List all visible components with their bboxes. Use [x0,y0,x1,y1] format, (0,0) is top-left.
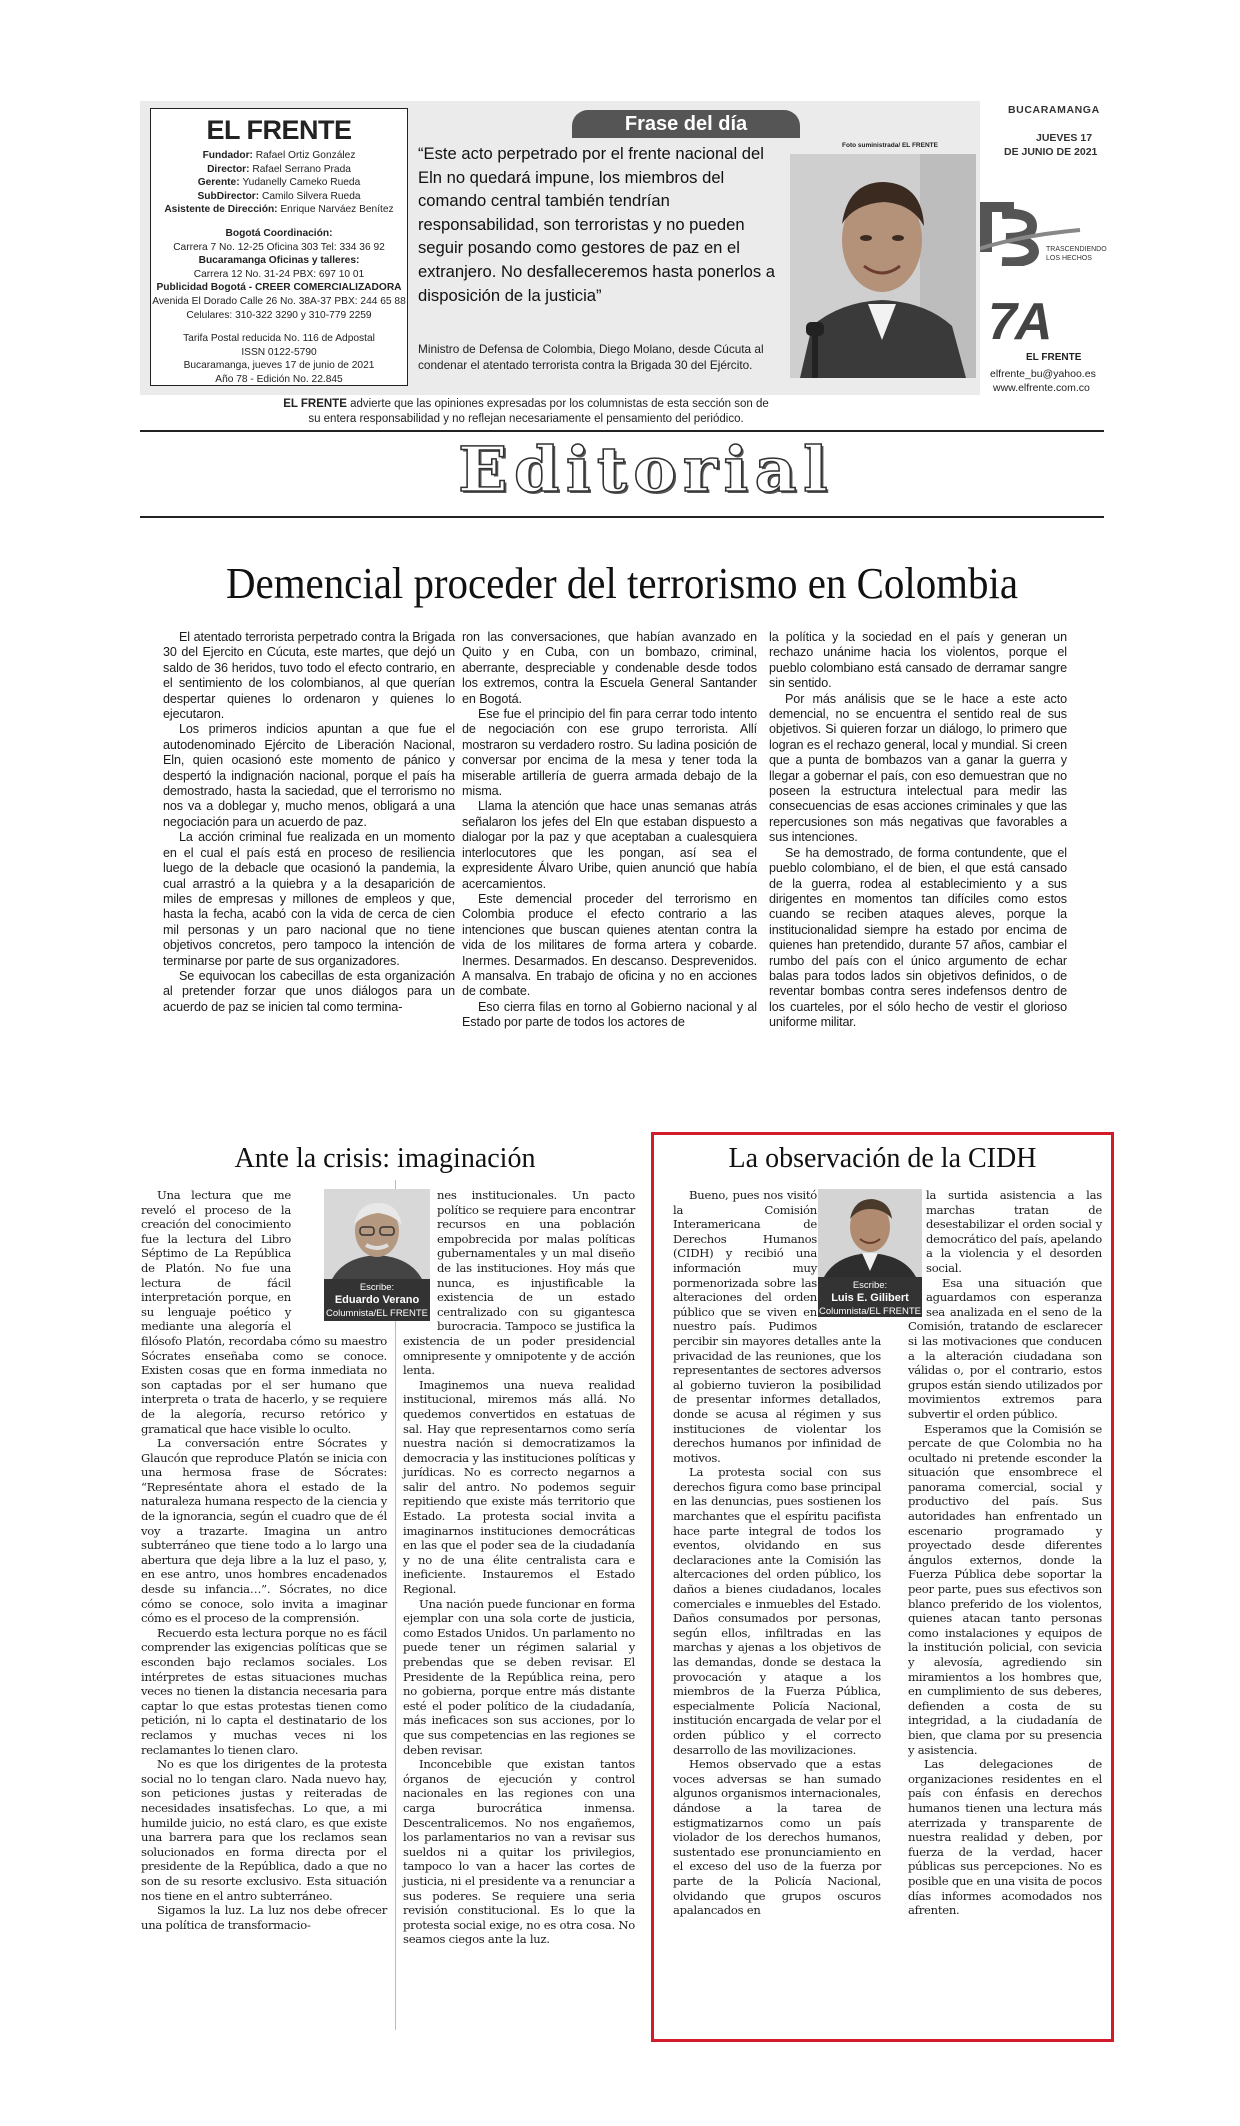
column-right-col2-paragraph: Las delegaciones de organizaciones residentes en el país con énfasis en derechos humanos tienen una lectura más aterrizada y transparente de nuestra realidad y deben, por fuerza de la verdad, hacer públicas sus percepciones. No es posible que en una visita de pocos días informes acomodados nos afrenten. [908,1757,1102,1918]
postal-line: ISSN 0122-5790 [241,346,317,358]
office-line: Bucaramanga Oficinas y talleres: [198,255,360,267]
editorial-column-1 [163,630,455,1015]
photo-wrap-spacer [908,1188,926,1318]
byline-verano-label: Escribe: [359,1282,395,1293]
staff-name: Rafael Serrano Prada [252,163,351,175]
column-left-col2-paragraph: Inconcebible que existan tantos órganos de ejecución y control nacionales en las regiones con una carga burocrática inmensa. Descentralicemos. No nos engañemos, los parlamentarios no van a revisar sus sueldos ni a quitar los privilegios, tampoco lo van a hacer las cortes de justicia, ni el presidente va a renunciar a sus poderes. Se requiere una seria revisión constitucional. Es lo que la protesta social exige, no es otra cosa. No seamos ciegos ante la luz. [403,1757,635,1947]
anniversary-text-1: TRASCENDIENDO [1046,246,1107,253]
editorial-col1-paragraph: Se equivocan los cabecillas de esta organización al pretender forzar que unos diálogos para un acuerdo de paz se inicien tal como termina- [163,968,455,1014]
staff-role: Gerente: [197,177,243,189]
byline-verano-name: Eduardo Verano [334,1294,420,1306]
byline-verano-role: Columnista/EL FRENTE [325,1308,429,1319]
editorial-col1-paragraph: El atentado terrorista perpetrado contra la Brigada 30 del Ejercito en Cúcuta, este martes, que dejó un saldo de 36 heridos, tuvo todo el efecto contrario, en el sentimiento de los colombianos, al que querían despertar quienes lo ordenaron y quienes lo ejecutaron. [163,630,455,722]
anniversary-text-2: LOS HECHOS [1046,255,1092,262]
disclaimer-text: advierte que las opiniones expresadas por los columnistas de esta sección son de su entera responsabilidad y no reflejan necesariamente el pensamiento del periódico. [308,398,769,425]
editorial-col1-paragraph: Los primeros indicios apuntan a que fue el autodenominado Ejército de Liberación Nacional, Eln, quien ocasionó este momento de pánico y despertó la indignación nacional, porque el país ha demostrado, hasta la saciedad, que el terrorismo no nos va a doblegar y, mucho menos, obligará a una negociación para un acuerdo de paz. [163,722,455,829]
byline-gilibert-label: Escribe: [852,1280,888,1291]
masthead-info-box [150,108,408,386]
byline-gilibert-name: Luis E. Gilibert [831,1292,909,1304]
masthead-postal [151,332,407,386]
office-line: Avenida El Dorado Calle 26 No. 38A-37 PBX: 244 65 88 [152,295,406,307]
editorial-col3-paragraph: la política y la sociedad en el país y generan un rechazo unánime hacia los violentos, porque el pueblo colombiano está cansado de derramar sangre sin sentido. [769,630,1067,691]
frase-credit: Ministro de Defensa de Colombia, Diego Molano, desde Cúcuta al condenar el atentado terrorista contra la Brigada 30 del Ejército. [418,342,764,372]
staff-line [151,190,407,204]
staff-line [151,149,407,163]
editorial-col2-paragraph: Llama la atención que hace unas semanas atrás señalaron los jefes del Eln que estaban dispuesto a dialogar por la paz y que aceptaban a cualesquiera interlocutores que les pongan, así sea el expresidente Álvaro Uribe, quien anunció que había acercamientos. [462,799,757,891]
disclaimer-paper-name: EL FRENTE [283,398,347,410]
column-left-col1-paragraph: La conversación entre Sócrates y Glaucón que reproduce Platón se inicia con una hermosa frase de Sócrates: “Represéntate ahora el estado de la naturaleza humana respecto de la ciencia y de la ignorancia, según el cuadro que de él voy a trazarte. Imagina un antro subterráneo que tiene todo a lo largo una abertura que deja libre a la luz el paso, y, en ese antro, unos hombres encadenados desde su infancia…”. Sócrates, no dice cómo se conoce, solo invita a imaginar cómo es el proceso de la comprensión. [141,1436,387,1626]
staff-name: Enrique Narváez Benítez [280,204,394,216]
anniversary-logo [962,194,1107,266]
date-line-1: JUEVES 17 [1036,132,1093,144]
column-left-col2-paragraph: Imaginemos una nueva realidad institucional, miremos más allá. No quedemos convertidos en estatuas de sal. Hay que representarnos como sería nuestra nación si democratizamos la democracia y las instituciones políticas y jurídicas. No es correcto negarnos a salir del antro. No podemos seguir repitiendo que existe más territorio que Estado. La protesta social invita a imaginarnos instituciones democráticas en las que el poder sea de la ciudadanía y no de una élite centralista cara e ineficiente. Instauremos el Estado Regional. [403,1377,635,1597]
photo-wrap-spacer [817,1188,881,1320]
office-line: Bogotá Coordinación: [225,227,333,239]
editorial-column-3 [769,630,1067,1031]
column-right-col2-paragraph: Esa una situación que aguardamos con esperanza sea analizada en el seno de la Comisión, tratando de esclarecer si las motivaciones que conducen a la alteración ciudadana son válidas o, por el contrario, estos grupos están siendo utilizados por movimientos extremos para subvertir el orden público. [908,1275,1102,1421]
frase-del-dia-tab: Frase del día [572,110,800,138]
office-line: Carrera 7 No. 12-25 Oficina 303 Tel: 334 36 92 [173,241,385,253]
byline-gilibert-role: Columnista/EL FRENTE [818,1306,922,1317]
minister-photo [790,154,976,378]
rule-bottom [140,516,1104,518]
column-left-col-2 [403,1188,635,1947]
column-right-col2-paragraph: la surtida asistencia a las marchas tratan de desestabilizar el orden social y democrático del país, apelando a la violencia y el desorden social. [926,1188,1102,1275]
office-line: Celulares: 310-322 3290 y 310-779 2259 [186,309,372,321]
column-right-col2-paragraph: Esperamos que la Comisión se percate de que Colombia no ha ocultado ni pretende esconder la situación que ensombrece el panorama comercial, social y productivo del país. Sus autoridades han enfrentado un escenario programado y proyectado desde diferentes ángulos externos, donde la Fuerza Pública debe soportar la peor parte, pues sus efectivos son blanco preferido de los violentos, quienes atacan tanto personas como instalaciones y equipos de la institución policial, con sevicia y alevosía, agrediendo sin miramientos a los hombres que, en cumplimiento de sus deberes, defienden a costa de su integridad, a la ciudadanía de bien, que clama por su presencia y asistencia. [908,1421,1102,1757]
opinion-disclaimer [276,397,776,427]
column-left-col1-paragraph: Recuerdo esta lectura porque no es fácil comprender las exigencias políticas que se esconden bajo reclamos sociales. Los intérpretes de estas situaciones muchas veces no tienen la distancia necesaria para captar lo que estas protestas tienen como petición, ni lo capta el destinatario de los reclamos y muchas veces ni los reclamantes lo tienen claro. [141,1625,387,1757]
column-right-title: La observación de la CIDH [728,1143,1037,1174]
staff-line [151,203,407,217]
column-left-col2-paragraph: nes institucionales. Un pacto político se requiere para encontrar recursos en una población empobrecida por malas políticas gubernamentales y un mal diseño de las instituciones. Hoy más que nunca, es injustificable la existencia de un estado centralizado con su gigantesca burocracia. Tampoco se justifica la existencia de un poder presidencial omnipresente y omnipotente y de acción lenta. [403,1188,635,1378]
staff-line [151,163,407,177]
column-right-col-1 [673,1188,881,1918]
editorial-col3-paragraph: Por más análisis que se le hace a este acto demencial, no se encuentra el sentido real de sus objetivos. Si quieren forzar un diálogo, lo primero que logran es el rechazo general, local y mundial. Si creen que a punta de bombazos van a ganar la guerra y llegar a gobernar el país, con eso demuestran que no poseen la estructura intelectual para medir las consecuencias de esas acciones criminales y que las repercusiones son más negativas que favorables a sus intenciones. [769,691,1067,845]
staff-name: Rafael Ortiz González [255,150,356,161]
photo-wrap-spacer [403,1188,437,1322]
column-right-col1-paragraph: Hemos observado que a estas voces adversas se han sumado algunos organismos internacionales, dándose a la tarea de estigmatizarnos como un país violador de los derechos humanos, sustentado ese pronunciamiento en el exceso del uso de la fuerza por parte de la Policía Nacional, olvidando que grupos oscuros apalancados en [673,1757,881,1918]
column-left-col1-paragraph: No es que los dirigentes de la protesta social no lo tengan claro. Nada nuevo hay, son peticiones justas y reiteradas de necesidades insatisfechas. Lo que, a mi humilde juicio, no está claro, es que existe una barrera para que los reclamos sean solucionados en forma directa por el presidente de la República, dado a que no son de su resorte exclusivo. Esta situación nos tiene en el antro subterráneo. [141,1757,387,1903]
page-number: 7A [988,293,1051,351]
editorial-col3-paragraph: Se ha demostrado, de forma contundente, que el pueblo colombiano, el de bien, el que está cansado de la guerra, rodea al establecimiento y a sus dirigentes en momentos tan difíciles como estos cuando se reciben ataques aleves, porque la institucionalidad siempre ha estado por encima de quienes han pretendido, durante 57 años, cambiar el rumbo del país con el único argumento de echar balas para todos lados sin objetivos definidos, o de reventar bombas contra seres indefensos dentro de los cuarteles, por el sólo hecho de vestir el glorioso uniforme militar. [769,845,1067,1030]
editorial-col2-paragraph: ron las conversaciones, que habían avanzado en Quito y en Cuba, con un bombazo, criminal, aberrante, despreciable y condenable desde todos los extremos, contra la Escuela General Santander en Bogotá. [462,630,757,706]
column-left-col-1 [141,1188,387,1932]
masthead-logo: EL FRENTE [206,115,352,145]
city-label: BUCARAMANGA [1008,104,1100,116]
photo-wrap-spacer [291,1188,387,1326]
editorial-col2-paragraph: Ese fue el principio del fin para cerrar todo intento de negociación con ese grupo terrorista. Allí mostraron su verdadero rostro. Su ladina posición de conversar por encima de la mesa y tener toda la miserable artillería de guerra armada debajo de la misma. [462,707,757,799]
postal-line: Bucaramanga, jueves 17 de junio de 2021 [183,360,375,372]
column-right-col1-paragraph: La protesta social con sus derechos figura como base principal en las denuncias, pues sostienen los marchantes que el espíritu pacifista hace parte integral de todos los eventos, olvidando en sus declaraciones ante la Comisión las altercaciones del orden público, los daños a bienes ciudadanos, locales comerciales e inmuebles del Estado. Daños consumados por personas, según ellos, infiltradas en las marchas y ajenas a los objetivos de las demandas, donde se destaca la provocación y ataque a los miembros de la Fuerza Pública, especialmente Policía Nacional, institución encargada de velar por el orden público y el correcto desarrollo de las movilizaciones. [673,1465,881,1757]
staff-name: Yudanelly Cameko Rueda [242,177,361,189]
column-left-title: Ante la crisis: imaginación [234,1143,536,1174]
office-line: Publicidad Bogotá - CREER COMERCIALIZADORA [156,282,402,294]
column-right-col-2 [908,1188,1102,1918]
column-left-col1-paragraph: Una lectura que me reveló el proceso de la creación del conocimiento fue la lectura del Libro Séptimo de La República de Platón. No fue una lectura de fácil interpretación porque, en su lenguaje poético y mediante una alegoría el filósofo Platón, recordaba cómo su maestro Sócrates enseñaba como se conoce. Existen cosas que en forma inmediata no son captadas por el ser humano que interpreta o trata de hacerlo, y se requiere de la alegoría, recurso retórico y gramatical que hace visible lo oculto. [141,1188,387,1436]
postal-line: Año 78 - Edición No. 22.845 [215,373,343,385]
staff-role: Director: [207,163,253,175]
masthead-offices [151,227,407,322]
staff-role: Asistente de Dirección: [164,204,281,216]
postal-line: Tarifa Postal reducida No. 116 de Adpostal [183,333,375,345]
staff-line [151,176,407,190]
photo-credit: Foto suministrada/ EL FRENTE [842,142,938,149]
editorial-col2-paragraph: Eso cierra filas en torno al Gobierno nacional y al Estado por parte de todos los actores de [462,999,757,1030]
column-right-col1-paragraph: Bueno, pues nos visitó la Comisión Interamericana de Derechos Humanos (CIDH) y recibió una información muy pormenorizada sobre las alteraciones del orden público que se viven en nuestro país. Pudimos percibir sin mayores detalles ante la privacidad de las reuniones, que los representantes de sectores adversos al gobierno tuvieron la posibilidad de presentar informes detallados, donde se acusa al régimen y sus instituciones de violentar los derechos humanos por infinidad de motivos. [673,1188,881,1465]
editorial-col1-paragraph: La acción criminal fue realizada en un momento en el cual el país está en proceso de resiliencia luego de la debacle que ocasionó la pandemia, la cual arrastró a la quiebra y a la desaparición de miles de empresas y millones de empleos y que, hasta la fecha, acabó con la vida de cerca de cien mil personas y un paro nacional que no tiene objetivos concretos, pero tampoco la intención de terminarse por parte de sus organizadores. [163,830,455,968]
staff-name: Camilo Silvera Rueda [262,190,361,202]
staff-role: SubDirector: [197,190,262,202]
masthead-staff [151,149,407,217]
editorial-col2-paragraph: Este demencial proceder del terrorismo en Colombia produce el efecto contrario a las intenciones que buscan quienes atentan contra la vida de los militares de forma artera y cobarde. Inermes. Desarmados. En descanso. Desprevenidos. A mansalva. En trabajo de oficina y no en acciones de combate. [462,891,757,999]
paper-small-name: EL FRENTE [1026,352,1082,363]
column-left-col2-paragraph: Una nación puede funcionar en forma ejemplar con una sola corte de justicia, como Estados Unidos. Un parlamento no puede tener un régimen salarial y prebendas que se deben revisar. El Presidente de la República reina, pero no gobierna, porque entre más distante esté el poder político de la ciudadanía, más ineficaces son sus acciones, por lo que sus competencias en las regiones se deben revisar. [403,1596,635,1757]
section-title: Editorial [458,433,835,506]
editorial-headline: Demencial proceder del terrorismo en Colombia [226,559,1018,608]
staff-role: Fundador: [202,150,256,161]
email-address[interactable]: elfrente_bu@yahoo.es [990,368,1096,380]
website-link[interactable]: www.elfrente.com.co [993,382,1090,394]
frase-quote: “Este acto perpetrado por el frente nacional del Eln no quedará impune, los miembros del comando central también tendrían responsabilidad, son terroristas y no pueden seguir posando como gestores de paz en el extranjero. No desfalleceremos hasta ponerlos a disposición de la justicia” [418,144,775,305]
office-line: Carrera 12 No. 31-24 PBX: 697 10 01 [193,268,365,280]
column-left-col1-paragraph: Sigamos la luz. La luz nos debe ofrecer una política de transformacio- [141,1903,387,1932]
editorial-column-2 [462,630,757,1031]
date-line-2: DE JUNIO DE 2021 [1004,146,1098,158]
